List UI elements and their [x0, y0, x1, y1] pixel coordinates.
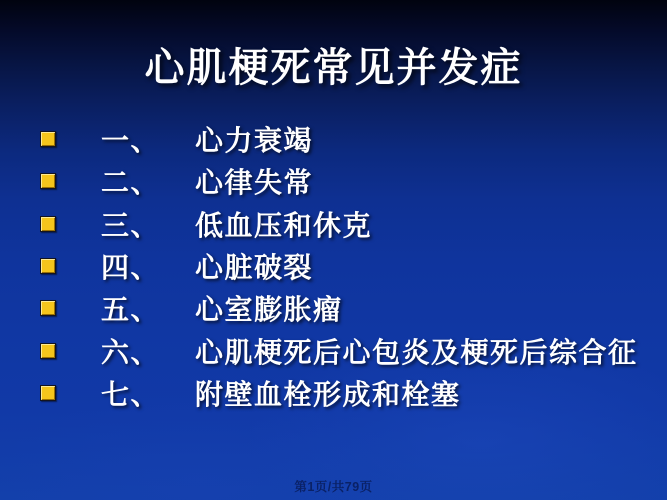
- list-item: [0, 203, 667, 245]
- bullet-square-icon: [40, 258, 56, 274]
- bullet-text: 心脏破裂: [195, 253, 314, 285]
- bullet-number: 七、: [101, 379, 161, 411]
- bullet-text: 心肌梗死后心包炎及梗死后综合征: [195, 337, 638, 369]
- bullet-number: 五、: [101, 295, 161, 327]
- bullet-text: 心力衰竭: [195, 126, 314, 158]
- list-item: [0, 287, 667, 329]
- list-item: [0, 329, 667, 371]
- list-item: [0, 372, 667, 414]
- bullet-square-icon: [40, 343, 56, 359]
- list-item: [0, 245, 667, 287]
- list-item: [0, 160, 667, 202]
- bullet-text: 附壁血栓形成和栓塞: [195, 379, 461, 411]
- bullet-square-icon: [40, 131, 56, 147]
- list-item: [0, 118, 667, 160]
- bullet-number: 六、: [101, 337, 161, 369]
- bullet-text: 低血压和休克: [195, 210, 373, 242]
- bullet-square-icon: [40, 385, 56, 401]
- bullet-square-icon: [40, 216, 56, 232]
- page-indicator: 第1页/共79页: [294, 480, 373, 494]
- bullet-square-icon: [40, 300, 56, 316]
- bullet-number: 四、: [101, 253, 161, 285]
- bullet-number: 二、: [101, 168, 161, 200]
- bullet-text: 心室膨胀瘤: [195, 295, 343, 327]
- bullet-list: [0, 118, 667, 414]
- bullet-number: 三、: [101, 210, 161, 242]
- bullet-text: 心律失常: [195, 168, 314, 200]
- bullet-number: 一、: [101, 126, 161, 158]
- bullet-square-icon: [40, 173, 56, 189]
- slide-title: 心肌梗死常见并发症: [144, 45, 523, 90]
